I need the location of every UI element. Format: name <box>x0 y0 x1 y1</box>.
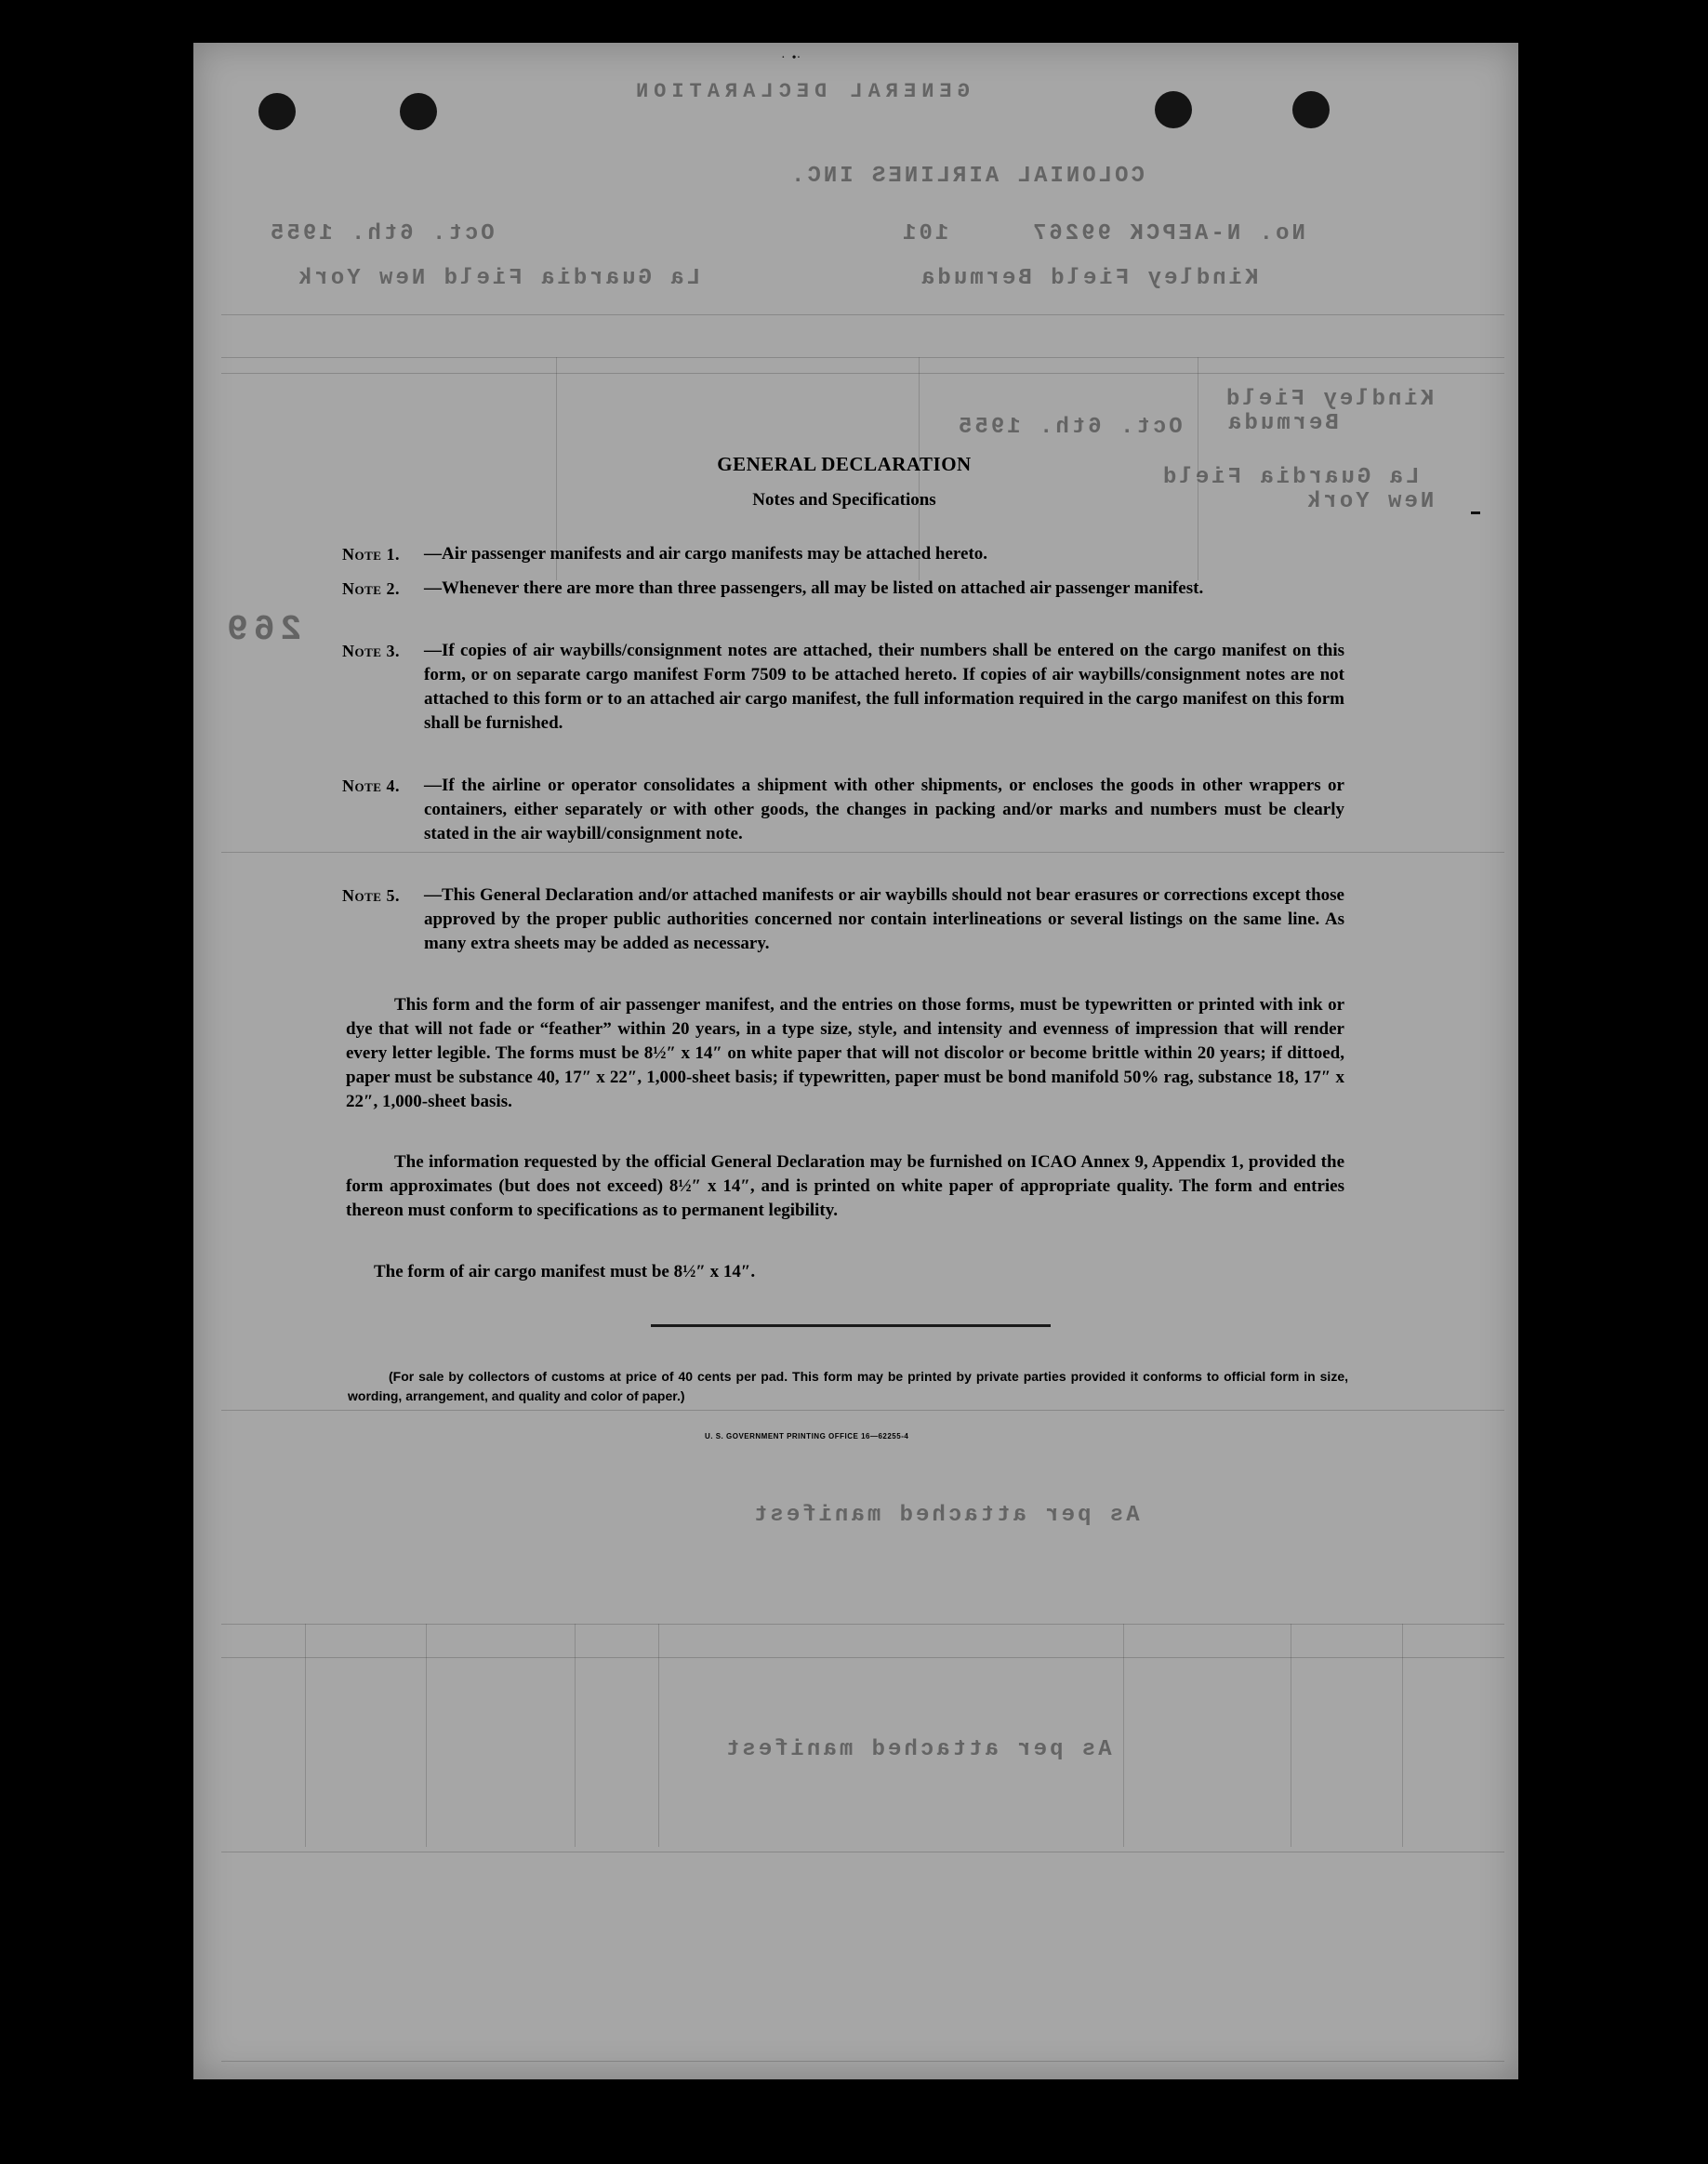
paragraph-cargo-size: The form of air cargo manifest must be 8½″ x 14″. <box>374 1262 756 1281</box>
punch-hole-left <box>258 93 296 130</box>
divider <box>651 1324 1051 1327</box>
ghost-rule <box>221 2061 1504 2062</box>
page-title: GENERAL DECLARATION <box>717 453 972 475</box>
ghost-rule <box>658 1624 659 1847</box>
paragraph-specifications: This form and the form of air passenger manifest, and the entries on those forms, must be typewritten or printed with ink or dye that will not fade or “feather” within 20 years, in a type size, style, and intensity and evenness of impression that will render every letter legible. The forms must be 8½″ x 14″ on white paper that will not discolor or become brittle within 20 years; if dittoed, paper must be substance 40, 17″ x 22″, 1,000-sheet basis; if typewritten, paper must be bond manifold 50% rag, substance 18, 17″ x 22″, 1,000-sheet basis. <box>346 995 1344 1111</box>
ghost-rule <box>221 373 1504 374</box>
note-text: —If the airline or operator consolidates a shipment with other shipments, or encloses the goods in other wrappers or containers, either separately or with other goods, the changes in packing and/or marks and numbers must be clearly stated in the air waybill/consignment note. <box>424 776 1344 843</box>
ghost-rule <box>221 1657 1504 1658</box>
note-text: —Air passenger manifests and air cargo manifests may be attached hereto. <box>424 544 988 564</box>
ghost-rule <box>221 1624 1504 1625</box>
note-2 <box>342 577 1344 601</box>
edge-mark <box>1471 511 1480 514</box>
punch-hole-right <box>1155 91 1192 128</box>
ghost-header: GENERAL DECLARATION <box>630 80 970 103</box>
ghost-route-date: Oct. 6th. 1955 <box>956 415 1183 440</box>
paragraph-icao: The information requested by the official General Declaration may be furnished on ICAO Annex 9, Appendix 1, provided the form approximates (but does not exceed) 8½″ x 14″, and is printed on white paper of appropriate quality. The form and entries thereon must conform to specifications as to permanent legibility. <box>346 1152 1344 1220</box>
printer-line: U. S. GOVERNMENT PRINTING OFFICE 16—62255-4 <box>705 1432 909 1440</box>
ghost-rule <box>575 1624 576 1847</box>
ghost-rule <box>221 314 1504 315</box>
punch-hole-right-2 <box>1292 91 1330 128</box>
note-label: Note 3. <box>342 642 400 660</box>
ghost-rule <box>221 852 1504 853</box>
ghost-cargo-manifest: As per attached manifest <box>723 1737 1112 1762</box>
ghost-registration: No. N-AEPCK 99267 <box>1030 221 1305 246</box>
ghost-route-origin-2: Bermuda <box>1225 411 1339 436</box>
ghost-date: Oct. 6th. 1955 <box>268 221 495 246</box>
note-label: Note 1. <box>342 545 400 564</box>
note-4 <box>342 774 1344 846</box>
note-1 <box>342 542 1344 566</box>
ghost-rule <box>426 1624 427 1847</box>
note-text: —Whenever there are more than three passengers, all may be listed on attached air passenger manifest. <box>424 578 1204 598</box>
page-subtitle: Notes and Specifications <box>752 490 936 510</box>
top-marks: · •· <box>781 51 801 65</box>
ghost-route-dest-1: La Guardia Field <box>1160 465 1420 490</box>
ghost-passenger-manifest: As per attached manifest <box>751 1503 1140 1528</box>
ghost-rule <box>305 1624 306 1847</box>
ghost-arrival: La Guardia Field New York <box>296 266 701 291</box>
sale-notice: (For sale by collectors of customs at price of 40 cents per pad. This form may be printed by private parties provided it conforms to official form in size, wording, arrangement, and quality and color of paper.) <box>348 1369 1348 1403</box>
note-label: Note 5. <box>342 886 400 905</box>
ghost-rule <box>221 1410 1504 1411</box>
note-5 <box>342 883 1344 956</box>
ghost-route-dest-2: New York <box>1304 489 1435 514</box>
ghost-route-origin-1: Kindley Field <box>1224 387 1435 412</box>
ghost-operator: COLONIAL AIRLINES INC. <box>788 164 1145 189</box>
ghost-side-number: 269 <box>221 610 302 650</box>
note-label: Note 2. <box>342 579 400 598</box>
note-text: —This General Declaration and/or attached manifests or air waybills should not bear erasures or corrections except those approved by the proper public authorities concerned nor contain interlineations or several listings on the same line. As many extra sheets may be added as necessary. <box>424 885 1344 953</box>
note-label: Note 4. <box>342 777 400 795</box>
punch-hole-left-2 <box>400 93 437 130</box>
ghost-rule <box>1402 1624 1403 1847</box>
ghost-rule <box>1123 1624 1124 1847</box>
ghost-rule <box>221 357 1504 358</box>
ghost-departure: Kindley Field Bermuda <box>919 266 1259 291</box>
ghost-flight-no: 101 <box>900 221 949 246</box>
note-3 <box>342 639 1344 736</box>
note-text: —If copies of air waybills/consignment notes are attached, their numbers shall be entered on the cargo manifest on this form, or on separate cargo manifest Form 7509 to be attached hereto. If copies of air waybills/consignment notes are not attached to this form or to an attached air cargo manifest, the full information required in the cargo manifest on this form shall be furnished. <box>424 641 1344 733</box>
